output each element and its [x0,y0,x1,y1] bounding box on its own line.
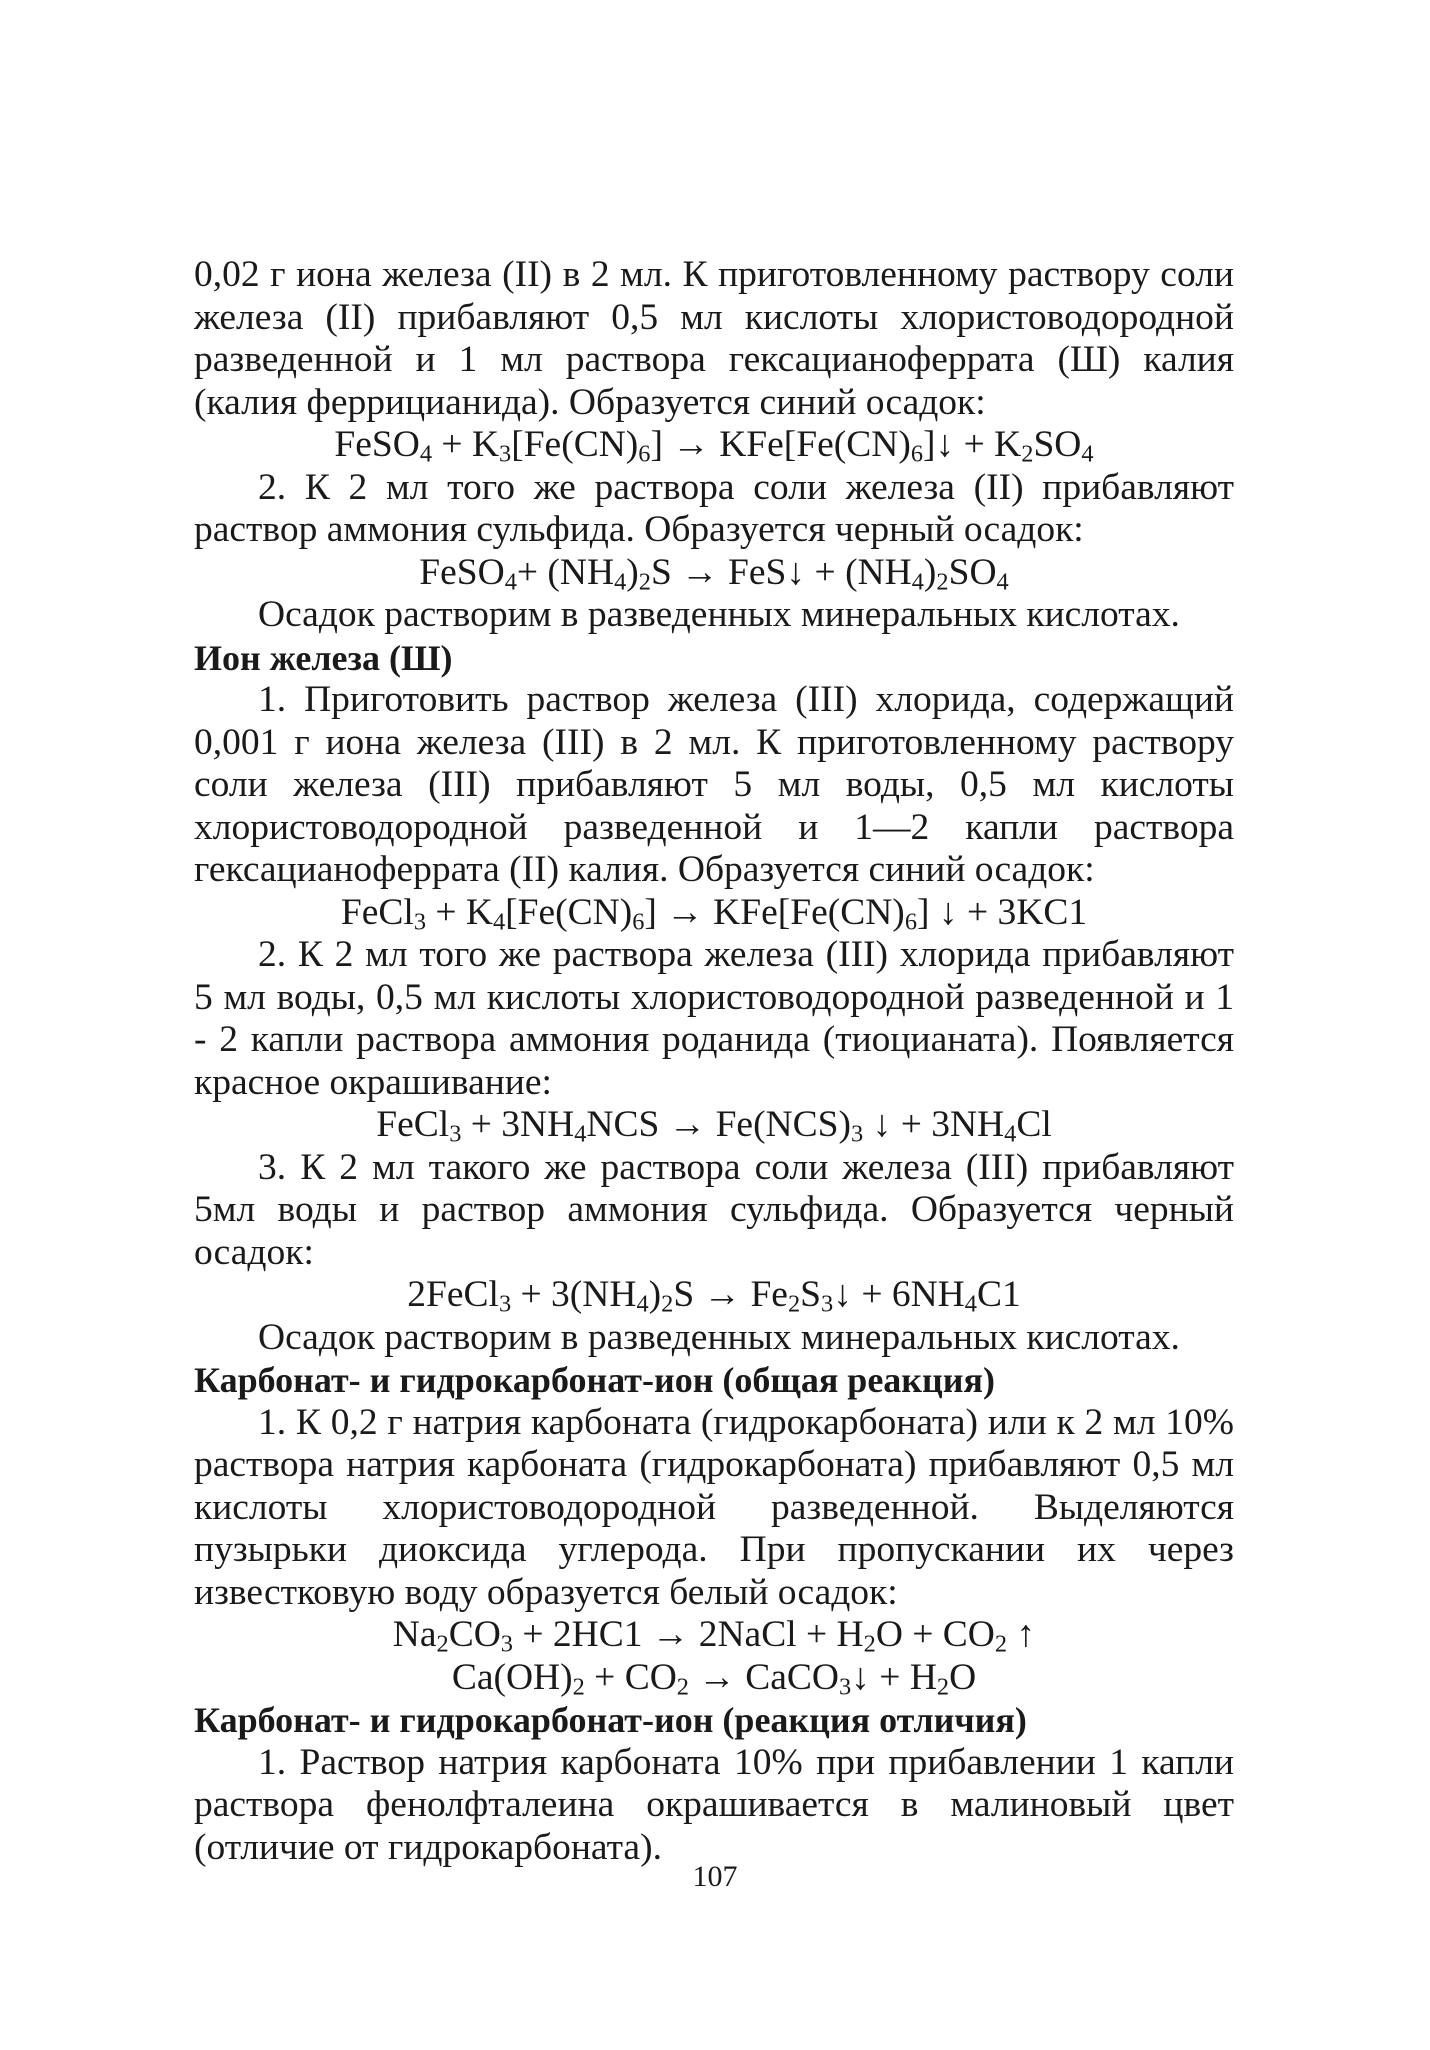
subscript: 4 [614,567,627,595]
paragraph: 1. Приготовить раствор железа (III) хлорида, содержащий 0,001 г иона железа (III) в 2 мл. К приготовленному раствору соли железа (III) прибавляют 5 мл воды, 0,5 мл кислоты хлористоводородной разведенной и 1—2 капли раствора гексацианоферрата (II) калия. Образуется синий осадок: [194,679,1234,890]
equation [194,1614,1234,1657]
subscript: 2 [676,1672,689,1700]
subscript: 4 [636,1290,649,1318]
subscript: 2 [787,1290,801,1318]
page-body [194,254,1234,1869]
subscript: 4 [492,907,506,935]
equation [194,892,1234,935]
section-heading: Карбонат- и гидрокарбонат-ион (реакция отличия) [194,1700,1027,1740]
equation-text: $Ca(OH)_2 + CO_2$ → CaCO$_3$↓ + $H_2O$ [451,1656,977,1700]
paragraph: Осадок растворим в разведенных минеральных кислотах. [258,1316,1180,1358]
equation [194,1104,1234,1147]
subscript: 2 [661,1290,674,1318]
subscript: 2 [936,567,949,595]
paragraph: Осадок растворим в разведенных минеральных кислотах. [258,594,1180,635]
paragraph: 3. К 2 мл такого же раствора соли железа (III) прибавляют 5мл воды и раствор аммония сульфида. Образуется черный осадок: [194,1146,1234,1273]
page-number: 107 [692,1860,738,1893]
subscript: 4 [1081,440,1094,468]
equation-text: FeSO$_4$+ $(NH_4)_2S$ → FeS↓ + $(NH_4)_2SO_4$ [419,551,1009,595]
subscript: 6 [638,440,651,468]
subscript: 4 [574,1120,587,1148]
subscript: 2 [436,1630,449,1658]
subscript: 3 [498,1290,512,1318]
subscript: 3 [499,440,512,468]
equation-text: FeCl$_3$ + $K_4[Fe(CN)_6] \to KFe[Fe(CN)_6]$ ↓ + 3KC1 [340,891,1088,935]
paragraph: 2. К 2 мл того же раствора железа (III) хлорида прибавляют 5 мл воды, 0,5 мл кислоты хлористоводородной разведенной и 1 - 2 капли раствора аммония роданида (тиоцианата). Появляется красное окрашивание: [194,934,1234,1103]
section-heading: Ион железа (Ш) [194,637,453,678]
equation-text: FeSO$_4$ + $K_3[Fe(CN)_6]$ → $KFe[Fe(CN)_6]↓ + K_2SO_4$ [334,424,1094,468]
subscript: 4 [911,567,924,595]
paragraph: 0,02 г иона железа (II) в 2 мл. К приготовленному раствору соли железа (II) прибавляют 0,5 мл кислоты хлористоводородной разведенной и 1 мл раствора гексацианоферрата (Ш) калия (калия феррицианида). Образуется синий осадок: [194,254,1234,423]
subscript: 2 [994,1630,1008,1658]
equation-text: 2FeCl$_3$ + $3(NH_4)_2S$ → $Fe_2S_3↓ + 6NH_4C1$ [407,1274,1021,1318]
equation-text: $Na_2CO_3 + 2HC1$ → 2NaCl + $H_2O + CO_2$ ↑ [392,1614,1036,1658]
subscript: 2 [1021,440,1034,468]
section-heading: Карбонат- и гидрокарбонат-ион (общая реакция) [194,1360,995,1400]
subscript: 3 [413,907,426,935]
subscript: 4 [419,440,433,468]
equation-text: FeCl$_3$ + $3NH_4NCS \to Fe(NCS)_3$ ↓ + $3NH_4Cl$ [376,1104,1052,1148]
equation [194,1657,1234,1700]
paragraph: 1. Раствор натрия карбоната 10% при прибавлении 1 капли раствора фенолфталеина окрашивается в малиновый цвет (отличие от гидрокарбоната). [194,1741,1234,1868]
equation [194,424,1234,467]
subscript: 3 [838,1672,852,1700]
subscript: 2 [638,567,651,595]
equation [194,552,1234,595]
subscript: 6 [904,907,917,935]
subscript: 4 [504,567,517,595]
subscript: 6 [632,907,645,935]
subscript: 3 [449,1120,462,1148]
subscript: 4 [996,567,1009,595]
subscript: 6 [910,440,924,468]
subscript: 2 [572,1672,585,1700]
paragraph: 1. К 0,2 г натрия карбоната (гидрокарбоната) или к 2 мл 10% раствора натрия карбоната (гидрокарбоната) прибавляют 0,5 мл кислоты хлористоводородной разведенной. Выделяются пузырьки диоксида углерода. При пропускании их через известковую воду образуется белый осадок: [194,1401,1234,1613]
equation [194,1274,1234,1317]
subscript: 3 [500,1630,513,1658]
subscript: 2 [936,1672,950,1700]
subscript: 3 [851,1120,864,1148]
subscript: 4 [1004,1120,1017,1148]
paragraph: 2. К 2 мл того же раствора соли железа (II) прибавляют раствор аммония сульфида. Образуется черный осадок: [194,466,1234,550]
subscript: 4 [964,1290,977,1318]
subscript: 3 [821,1290,834,1318]
subscript: 2 [863,1630,876,1658]
